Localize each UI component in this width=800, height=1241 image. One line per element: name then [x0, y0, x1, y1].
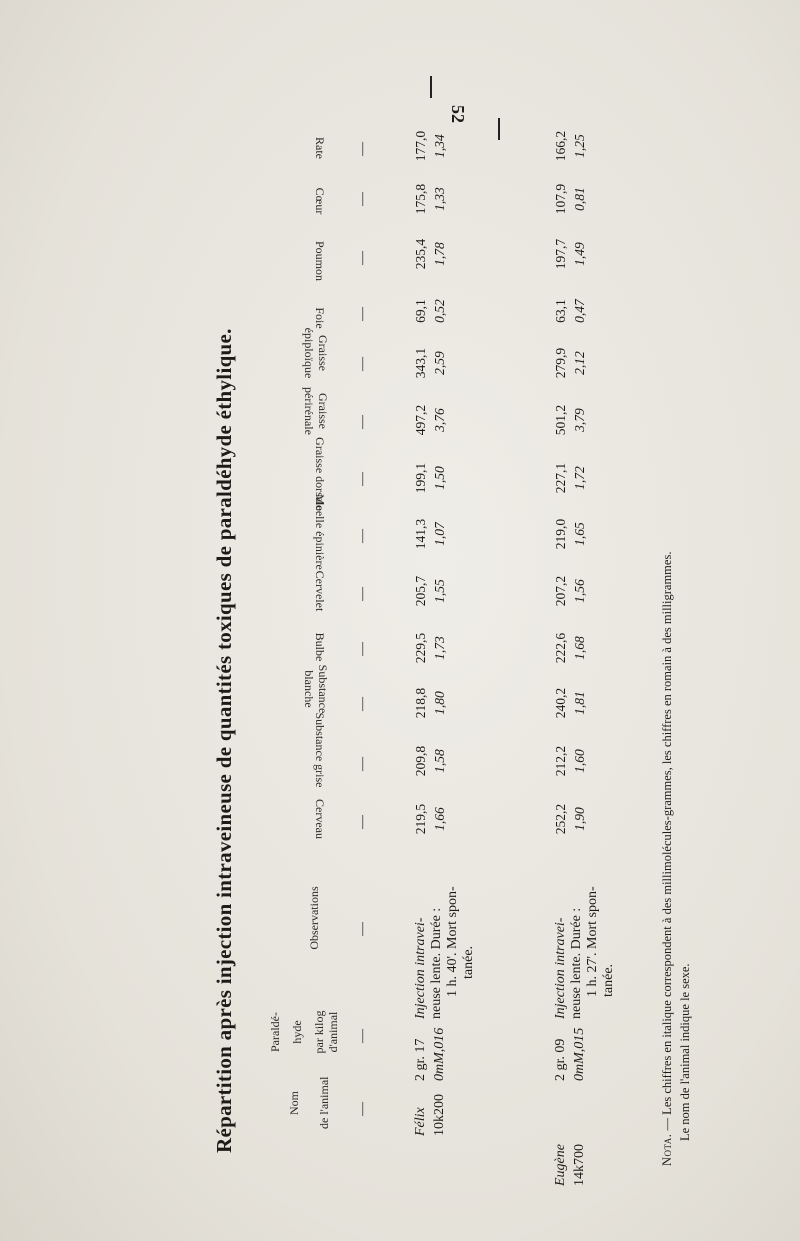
header-moelle-epiniere: Moelle épinière	[313, 494, 327, 570]
row2-mm-graisse-epiploique: 2,12	[572, 351, 587, 375]
header-dose-line2: hyde	[290, 1020, 304, 1044]
header-graisse-epiploique: Graisse épiploïque	[302, 327, 330, 379]
row1-name: Félix	[413, 1107, 428, 1136]
row1-val-coeur: 175,8	[413, 183, 428, 215]
dash: —	[355, 697, 370, 711]
row1-mm-foie: 0,52	[432, 299, 447, 323]
row2-val-graisse-perirenale: 501,2	[553, 404, 568, 436]
row1-mm-substance-blanche: 1,80	[432, 691, 447, 715]
row1-val-poumon: 235,4	[413, 238, 428, 270]
row1-dose-g: 2 gr. 17	[413, 1038, 428, 1081]
row2-val-poumon: 197,7	[553, 238, 568, 270]
row2-mm-moelle: 1,65	[572, 522, 587, 546]
row2-val-coeur: 107,9	[553, 183, 568, 215]
dash: —	[355, 307, 370, 321]
row1-observations	[413, 886, 477, 1019]
row1-val-substance-blanche: 218,8	[413, 687, 428, 719]
header-dose-line3: par kilog	[312, 1010, 326, 1054]
row2-mm-coeur: 0,81	[572, 187, 587, 211]
row2-obs-line4: tanée.	[601, 963, 616, 997]
row2-name: Eugène	[553, 1144, 568, 1186]
dash: —	[355, 922, 370, 936]
row2-mm-substance-blanche: 1,81	[572, 691, 587, 715]
header-dose-line1: Paraldé-	[268, 1012, 282, 1052]
row2-val-foie: 63,1	[553, 299, 568, 323]
row1-val-moelle: 141,3	[413, 518, 428, 550]
row2-dose-mm: 0mM,015	[572, 1027, 587, 1081]
dash: —	[355, 815, 370, 829]
header-foie: Foie	[313, 307, 327, 329]
row2-mm-foie: 0,47	[572, 299, 587, 323]
row1-mm-bulbe: 1,73	[432, 636, 447, 660]
footnote-line2: Le nom de l'animal indique le sexe.	[678, 963, 692, 1141]
row1-val-graisse-epiploique: 343,1	[413, 347, 428, 379]
header-observations: Observations	[307, 886, 321, 950]
row2-mm-poumon: 1,49	[572, 242, 587, 266]
row2-mm-rate: 1,25	[572, 134, 587, 158]
dash: —	[355, 1029, 370, 1043]
row1-val-rate: 177,0	[413, 130, 428, 162]
dash: —	[355, 251, 370, 265]
row1-weight: 10k200	[432, 1094, 447, 1136]
row1-obs-line2: neuse lente. Durée :	[429, 907, 444, 1019]
row2-val-cervelet: 207,2	[553, 575, 568, 607]
row2-mm-graisse-perirenale: 3,79	[572, 408, 587, 432]
row2-observations	[553, 886, 617, 1019]
header-name-line2: de l'animal	[317, 1076, 331, 1129]
footnote-label: Nota.	[660, 1133, 674, 1166]
header-poumon: Poumon	[313, 240, 327, 281]
footnote-text: — Les chiffres en italique correspondent à des millimolécules-grammes, les chiffres en romain à des milligrammes.	[660, 551, 674, 1134]
row1-obs-line3: 1 h. 40'. Mort spon-	[445, 886, 460, 997]
header-graisse-dorsale: Graisse dorsale	[313, 437, 327, 511]
header-name	[287, 1077, 331, 1129]
header-coeur: Cœur	[313, 187, 327, 215]
dash: —	[355, 1102, 370, 1116]
row1-val-foie: 69,1	[413, 299, 428, 323]
row1-val-cervelet: 205,7	[413, 575, 428, 607]
row2-mm-substance-grise: 1,60	[572, 749, 587, 773]
row1-val-graisse-dorsale: 199,1	[413, 462, 428, 494]
header-cervelet: Cervelet	[313, 570, 327, 612]
row2-obs-line1: Injection intravei-	[553, 917, 568, 1019]
table-title: Répartition après injection intraveineuse de quantités toxiques de paraldéhyde éthylique.	[212, 328, 236, 1153]
dash: —	[355, 472, 370, 486]
header-dose	[268, 1003, 340, 1061]
row2-weight: 14k700	[572, 1144, 587, 1186]
row2-val-rate: 166,2	[553, 130, 568, 162]
row2-val-bulbe: 222,6	[553, 632, 568, 664]
rule-left	[430, 76, 432, 98]
dash: —	[355, 192, 370, 206]
dash: —	[355, 357, 370, 371]
row1-mm-coeur: 1,33	[432, 187, 447, 211]
row2-mm-bulbe: 1,68	[572, 636, 587, 660]
page-number: 52	[448, 105, 468, 123]
row1-mm-moelle: 1,07	[432, 522, 447, 546]
row1-mm-graisse-epiploique: 2,59	[432, 351, 447, 375]
header-substance-grise: Substance grise	[313, 712, 327, 788]
row2-val-graisse-epiploique: 279,9	[553, 347, 568, 379]
rule-right	[498, 118, 500, 140]
row2-obs-line2: neuse lente. Durée :	[569, 907, 584, 1019]
header-substance-blanche: Substance blanche	[302, 664, 330, 714]
row2-dose-g: 2 gr. 09	[553, 1038, 568, 1081]
row1-dose-mm: 0mM,016	[432, 1027, 447, 1081]
row2-val-substance-blanche: 240,2	[553, 687, 568, 719]
row1-val-substance-grise: 209,8	[413, 745, 428, 777]
header-rate: Rate	[313, 137, 327, 159]
row2-val-substance-grise: 212,2	[553, 745, 568, 777]
row2-mm-cervelet: 1,56	[572, 579, 587, 603]
row1-mm-cervelet: 1,55	[432, 579, 447, 603]
header-name-line1: Nom	[287, 1091, 301, 1115]
row1-mm-graisse-dorsale: 1,50	[432, 466, 447, 490]
footnote-line1	[660, 552, 675, 1166]
header-cerveau: Cerveau	[313, 799, 327, 839]
header-dose-line4: d'animal	[326, 1011, 340, 1053]
header-graisse-perirenale: Graisse périrénale	[302, 387, 330, 435]
row2-obs-line3: 1 h. 27'. Mort spon-	[585, 886, 600, 997]
row2-val-graisse-dorsale: 227,1	[553, 462, 568, 494]
row1-val-bulbe: 229,5	[413, 632, 428, 664]
row1-mm-rate: 1,34	[432, 134, 447, 158]
dash: —	[355, 529, 370, 543]
row1-mm-cerveau: 1,66	[432, 807, 447, 831]
row1-mm-graisse-perirenale: 3,76	[432, 408, 447, 432]
dash: —	[355, 757, 370, 771]
row1-obs-line4: tanée.	[461, 945, 476, 979]
dash: —	[355, 587, 370, 601]
dash: —	[355, 142, 370, 156]
row2-val-moelle: 219,0	[553, 518, 568, 550]
row1-val-cerveau: 219,5	[413, 803, 428, 835]
dash: —	[355, 415, 370, 429]
row1-val-graisse-perirenale: 497,2	[413, 404, 428, 436]
row2-mm-graisse-dorsale: 1,72	[572, 466, 587, 490]
row1-obs-line1: Injection intravei-	[413, 917, 428, 1019]
header-bulbe: Bulbe	[313, 632, 327, 662]
dash: —	[355, 642, 370, 656]
row1-mm-poumon: 1,78	[432, 242, 447, 266]
row1-mm-substance-grise: 1,58	[432, 749, 447, 773]
row2-mm-cerveau: 1,90	[572, 807, 587, 831]
row2-val-cerveau: 252,2	[553, 803, 568, 835]
